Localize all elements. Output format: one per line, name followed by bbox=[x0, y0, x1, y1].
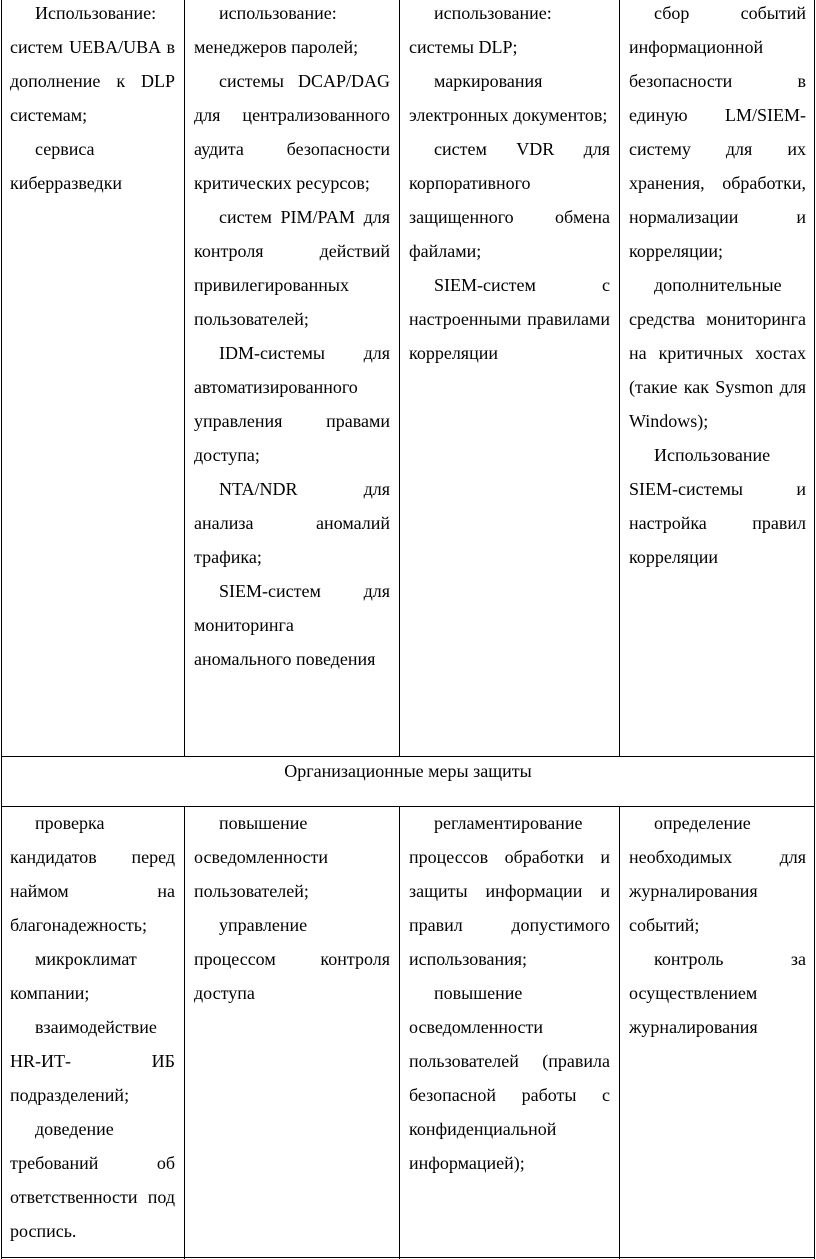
cell-technical-col2: использование: менеджеров паролей; системы DCAP/DAG для централизованного аудита безопасности критических ресурсов; систем PIM/PAM для контроля действий привилегированных пользователей; IDM-системы для автоматизированного управления правами доступа; NTA/NDR для анализа аномалий трафика; SIEM-систем для мониторинга аномального поведения bbox=[194, 3, 390, 669]
table-border-right bbox=[814, 0, 815, 1259]
table-border-bottom bbox=[1, 1257, 815, 1258]
cell-organizational-col4: определение необходимых для журналирования событий; контроль за осуществлением журналирования bbox=[629, 813, 806, 1037]
cell-organizational-col2: повышение осведомленности пользователей; управление процессом контроля доступа bbox=[194, 813, 390, 1003]
column-divider bbox=[399, 807, 400, 1259]
column-divider bbox=[619, 807, 620, 1259]
section-title: Организационные меры защиты bbox=[284, 761, 532, 781]
cell-organizational-col1: проверка кандидатов перед наймом на благонадежность; микроклимат компании; взаимодействие HR-ИТ- ИБ подразделений; доведение требований об ответственности под роспись. bbox=[10, 813, 175, 1241]
cell-technical-col3: использование: системы DLP; маркирования электронных документов; систем VDR для корпоративного защищенного обмена файлами; SIEM-систем с настроенными правилами корреляции bbox=[409, 3, 610, 363]
column-divider bbox=[184, 0, 185, 757]
cell-organizational-col3: регламентирование процессов обработки и защиты информации и правил допустимого использования; повышение осведомленности пользователей (правила безопасной работы с конфиденциальной информацией); bbox=[409, 813, 610, 1173]
column-divider bbox=[184, 807, 185, 1259]
cell-technical-col4: сбор событий информационной безопасности в единую LM/SIEM-систему для их хранения, обработки, нормализации и корреляции; дополнительные средства мониторинга на критичных хостах (такие как Sysmon для Windows); Использование SIEM-системы и настройка правил корреляции bbox=[629, 3, 806, 567]
cell-technical-col1: Использование: систем UEBA/UBA в дополнение к DLP системам; сервиса киберразведки bbox=[10, 3, 175, 193]
column-divider bbox=[399, 0, 400, 757]
column-divider bbox=[619, 0, 620, 757]
table-border-left bbox=[1, 0, 2, 1259]
